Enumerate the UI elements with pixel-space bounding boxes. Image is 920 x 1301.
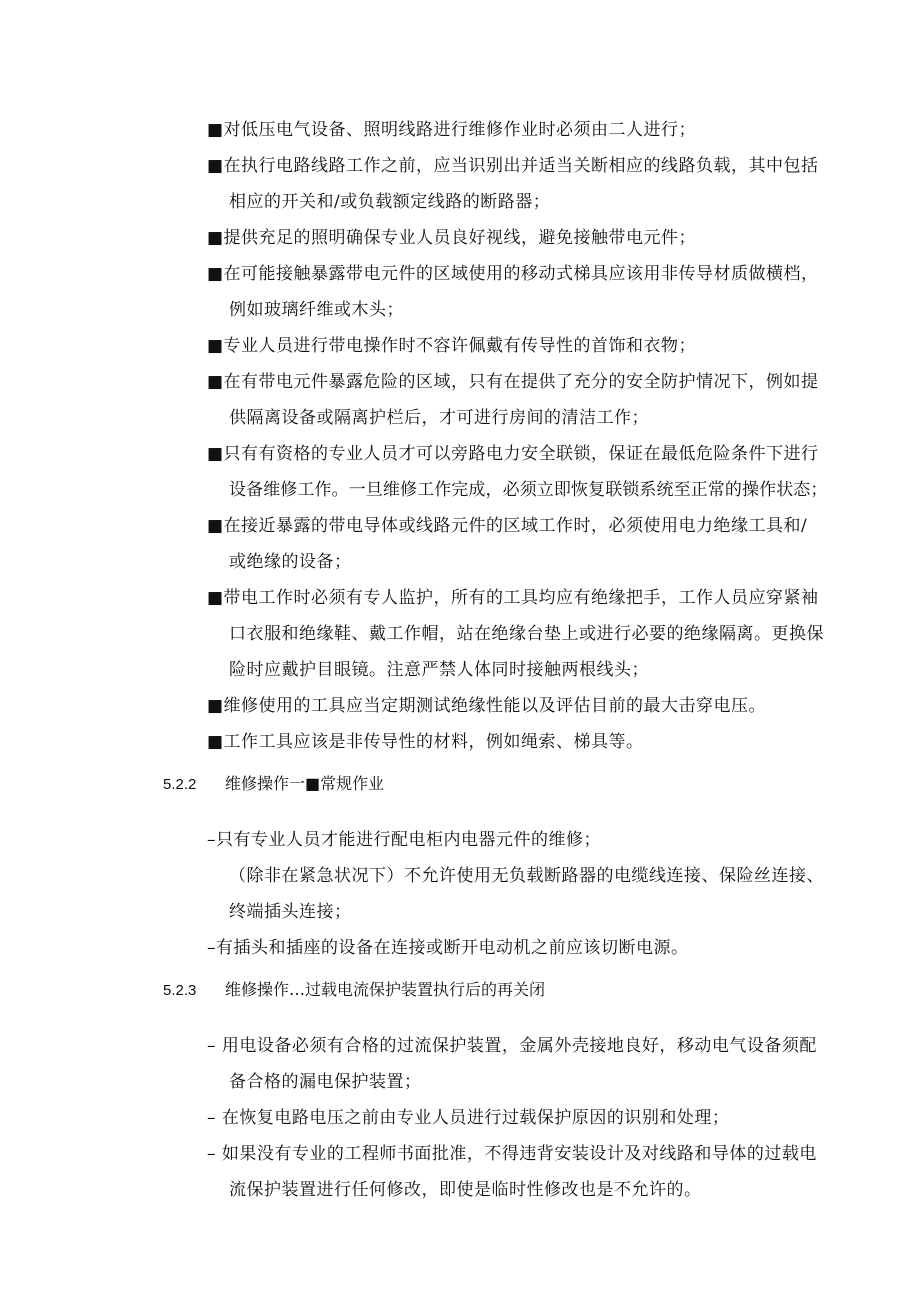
section-523-line-4: – 如果没有专业的工程师书面批准，不得违背安装设计及对线路和导体的过载电 [207, 1144, 817, 1164]
bullet-6-line-2: 供隔离设备或隔离护栏后，才可进行房间的清洁工作； [229, 408, 649, 428]
bullet-7-line-1: ■只有有资格的专业人员才可以旁路电力安全联锁，保证在最低危险条件下进行 [207, 444, 819, 464]
bullet-6-line-1: ■在有带电元件暴露危险的区域，只有在提供了充分的安全防护情况下，例如提 [207, 372, 819, 392]
section-523-line-2: 备合格的漏电保护装置； [229, 1072, 422, 1092]
section-523-line-3: – 在恢复电路电压之前由专业人员进行过载保护原因的识别和处理； [207, 1108, 730, 1128]
bullet-1-line-1: ■对低压电气设备、照明线路进行维修作业时必须由二人进行； [207, 120, 697, 140]
section-522-title: 维修操作一■常规作业 [225, 774, 385, 793]
section-522-number: 5.2.2 [163, 776, 197, 793]
bullet-4-line-2: 例如玻璃纤维或木头； [229, 300, 404, 320]
bullet-9-line-3: 险时应戴护目眼镜。注意严禁人体同时接触两根线头； [229, 660, 649, 680]
section-523-line-1: – 用电设备必须有合格的过流保护装置，金属外壳接地良好，移动电气设备须配 [207, 1036, 817, 1056]
section-523-number: 5.2.3 [163, 982, 197, 999]
bullet-9-line-2: 口衣服和绝缘鞋、戴工作帽，站在绝缘台垫上或进行必要的绝缘隔离。更换保 [229, 624, 824, 644]
bullet-7-line-2: 设备维修工作。一旦维修工作完成，必须立即恢复联锁系统至正常的操作状态； [229, 480, 828, 500]
section-522-line-4: –有插头和插座的设备在连接或断开电动机之前应该切断电源。 [207, 938, 689, 958]
bullet-5-line-1: ■专业人员进行带电操作时不容许佩戴有传导性的首饰和衣物； [207, 336, 697, 356]
bullet-11-line-1: ■工作工具应该是非传导性的材料，例如绳索、梯具等。 [207, 732, 644, 752]
section-522-heading [163, 773, 384, 796]
bullet-3-line-1: ■提供充足的照明确保专业人员良好视线，避免接触带电元件； [207, 228, 697, 248]
section-522-line-2: （除非在紧急状况下）不允许使用无负载断路器的电缆线连接、保险丝连接、 [229, 866, 824, 886]
section-523-title: 维修操作…过载电流保护装置执行后的再关闭 [225, 980, 546, 999]
section-523-heading [163, 979, 545, 1002]
bullet-8-line-2: 或绝缘的设备； [229, 552, 352, 572]
bullet-2-line-1: ■在执行电路线路工作之前，应当识别出并适当关断相应的线路负载，其中包括 [207, 156, 819, 176]
bullet-2-line-2: 相应的开关和/或负载额定线路的断路器； [229, 192, 551, 212]
bullet-10-line-1: ■维修使用的工具应当定期测试绝缘性能以及评估目前的最大击穿电压。 [207, 696, 767, 716]
bullet-9-line-1: ■带电工作时必须有专人监护，所有的工具均应有绝缘把手，工作人员应穿紧袖 [207, 588, 819, 608]
section-522-line-1: –只有专业人员才能进行配电柜内电器元件的维修； [207, 830, 601, 850]
section-522-line-3: 终端插头连接； [229, 902, 352, 922]
section-523-line-5: 流保护装置进行任何修改，即使是临时性修改也是不允许的。 [229, 1180, 702, 1200]
bullet-8-line-1: ■在接近暴露的带电导体或线路元件的区域工作时，必须使用电力绝缘工具和/ [207, 516, 808, 536]
bullet-4-line-1: ■在可能接触暴露带电元件的区域使用的移动式梯具应该用非传导材质做横档， [207, 264, 819, 284]
